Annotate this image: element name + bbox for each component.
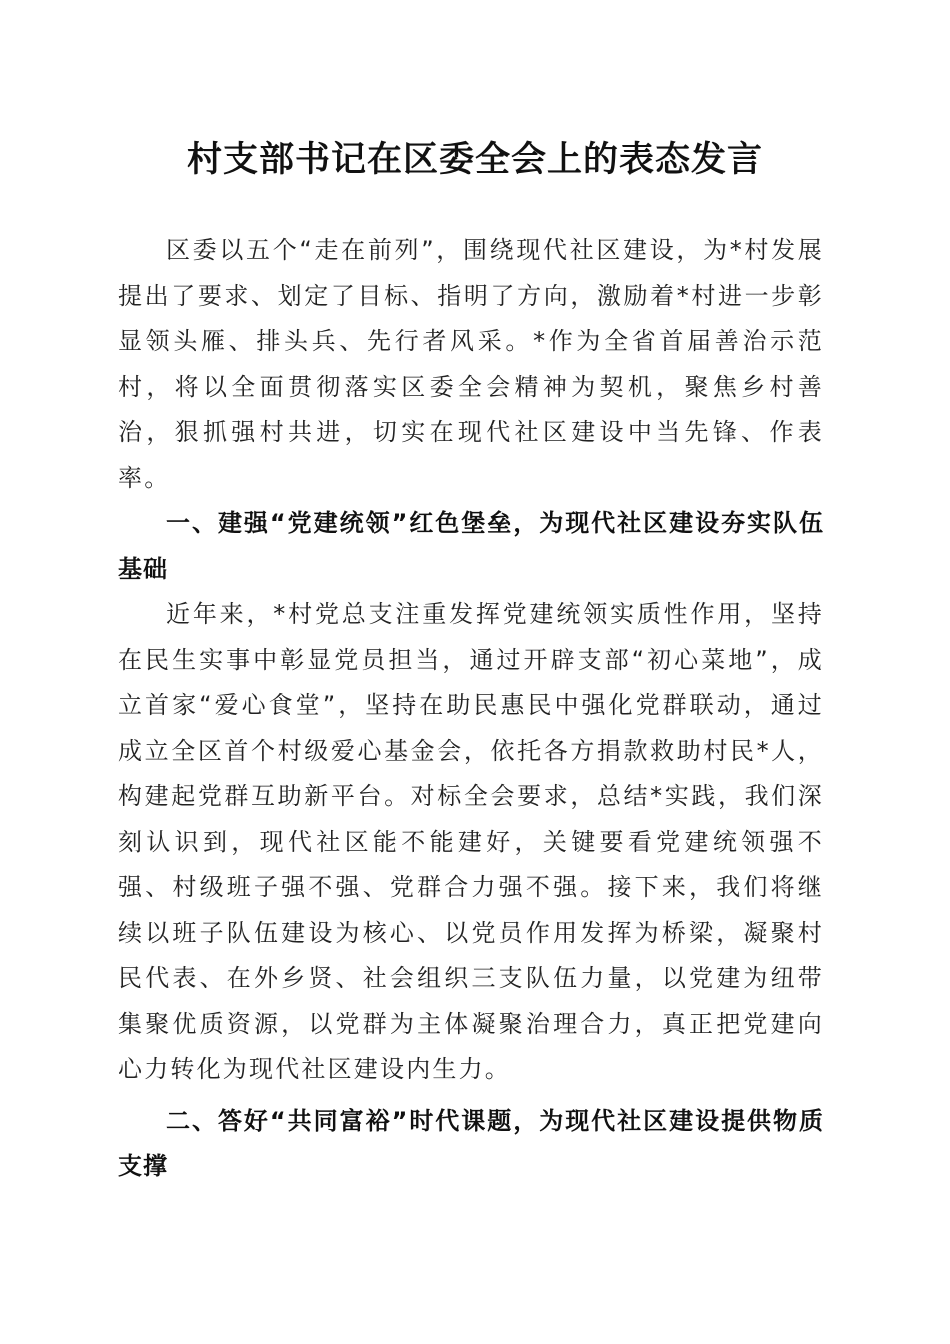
section-1-heading: 一、建强“党建统领”红色堡垒，为现代社区建设夯实队伍基础 <box>118 509 824 583</box>
intro-paragraph: 区委以五个“走在前列”，围绕现代社区建设，为*村发展提出了要求、划定了目标、指明了方向，激励着*村进一步彰显领头雁、排头兵、先行者风采。*作为全省首届善治示范村，将以全面贯彻落实区委全会精神为契机，聚焦乡村善治，狠抓强村共进，切实在现代社区建设中当先锋、作表率。 <box>118 236 824 492</box>
document-body <box>118 228 824 1190</box>
section-2-heading: 二、答好“共同富裕”时代课题，为现代社区建设提供物质支撑 <box>118 1106 824 1180</box>
document-title: 村支部书记在区委全会上的表态发言 <box>186 139 763 180</box>
section-1-paragraph: 近年来，*村党总支注重发挥党建统领实质性作用，坚持在民生实事中彰显党员担当，通过开辟支部“初心菜地”，成立首家“爱心食堂”，坚持在助民惠民中强化党群联动，通过成立全区首个村级爱心基金会，依托各方捐款救助村民*人，构建起党群互助新平台。对标全会要求，总结*实践，我们深刻认识到，现代社区能不能建好，关键要看党建统领强不强、村级班子强不强、党群合力强不强。接下来，我们将继续以班子队伍建设为核心、以党员作用发挥为桥梁，凝聚村民代表、在外乡贤、社会组织三支队伍力量，以党建为纽带集聚优质资源，以党群为主体凝聚治理合力，真正把党建向心力转化为现代社区建设内生力。 <box>118 600 824 1083</box>
